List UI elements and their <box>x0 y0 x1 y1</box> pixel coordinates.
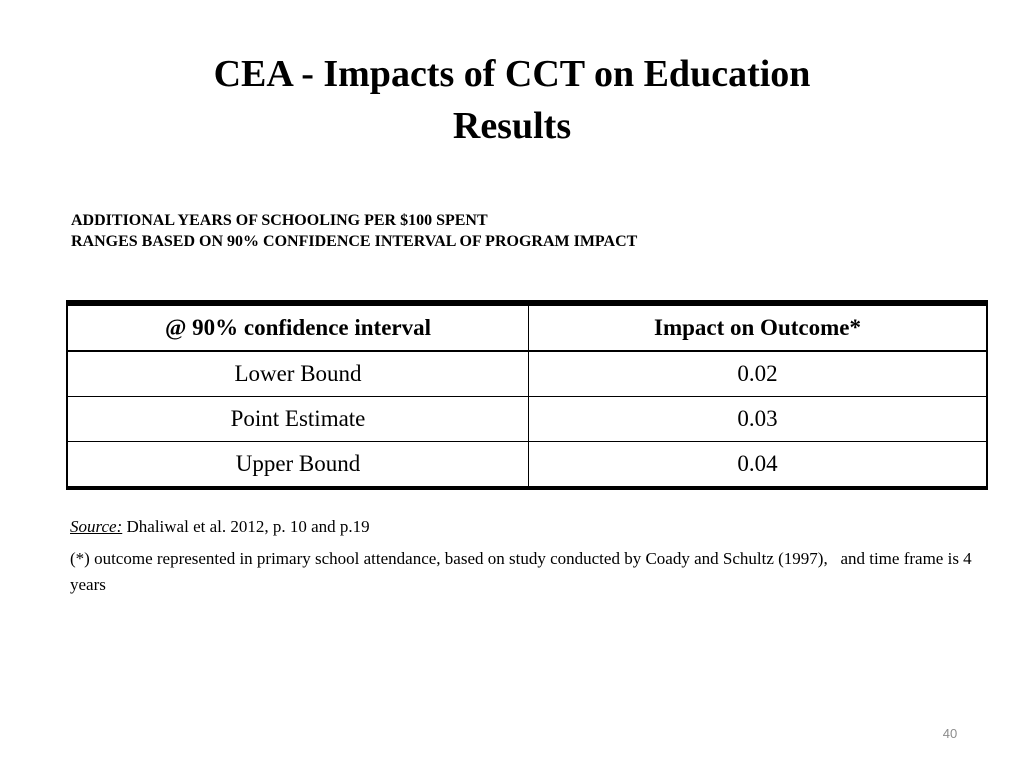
row-label: Lower Bound <box>67 351 529 397</box>
slide-title <box>112 48 912 152</box>
header-impact-on-outcome: Impact on Outcome* <box>529 303 988 351</box>
row-value: 0.03 <box>529 397 988 442</box>
row-value: 0.04 <box>529 442 988 489</box>
slide-title-line-1: CEA - Impacts of CCT on Education <box>213 53 811 95</box>
notes-section <box>70 514 990 604</box>
source-label: Source: <box>70 517 123 536</box>
slide-title-line-2: Results <box>452 105 572 147</box>
header-confidence-interval: @ 90% confidence interval <box>67 303 529 351</box>
caption-line-2: RANGES BASED ON 90% CONFIDENCE INTERVAL OF PROGRAM IMPACT <box>71 233 638 250</box>
page-number: 40 <box>942 726 958 741</box>
results-table <box>66 300 988 490</box>
row-label: Point Estimate <box>67 397 529 442</box>
table-header-row <box>67 303 987 351</box>
footnote: (*) outcome represented in primary school attendance, based on study conducted by Coady and Schultz (1997), and time frame is 4 years <box>70 549 976 594</box>
table-caption <box>71 210 637 252</box>
row-value: 0.02 <box>529 351 988 397</box>
table-row <box>67 351 987 397</box>
source-citation: Dhaliwal et al. 2012, p. 10 and p.19 <box>122 517 370 536</box>
caption-line-1: ADDITIONAL YEARS OF SCHOOLING PER $100 SPENT <box>71 212 488 229</box>
table-row <box>67 397 987 442</box>
table-row <box>67 442 987 489</box>
row-label: Upper Bound <box>67 442 529 489</box>
source-note <box>70 514 990 540</box>
